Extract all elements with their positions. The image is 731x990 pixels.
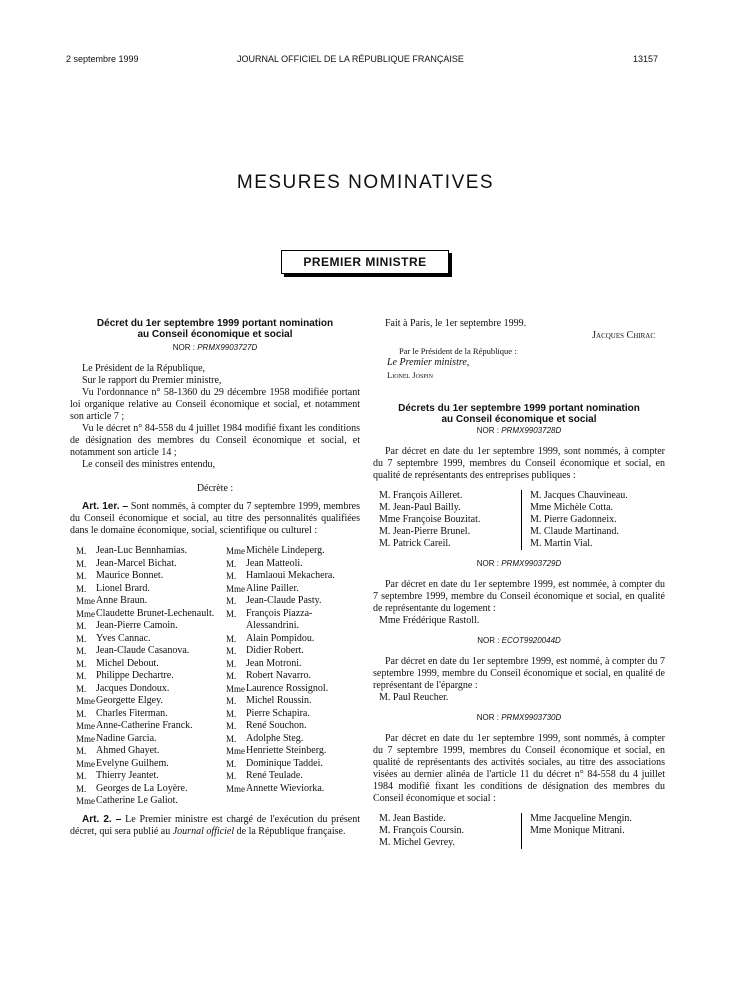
appointee-name: Anne Braun.: [96, 595, 148, 606]
appointee-name: Aline Pailler.: [246, 582, 299, 594]
appointee-name: Claudette Brunet-Lechenault.: [96, 607, 215, 619]
appointee-row: [226, 645, 360, 658]
appointee-row: [76, 658, 222, 671]
appointee-name: Anne-Catherine Franck.: [96, 720, 193, 731]
appointee-row: [76, 545, 222, 558]
nor-reference: [373, 635, 665, 646]
decree-title: [70, 318, 360, 340]
appointee-name: Jean-Claude Casanova.: [96, 645, 190, 656]
appointee-row: [226, 695, 360, 708]
appointee-title: M.: [76, 558, 87, 569]
nor-code: ECOT9920044D: [501, 636, 561, 645]
article-2-italic: Journal officiel: [172, 825, 235, 837]
appointee-name: Ahmed Ghayet.: [96, 745, 160, 756]
decrees-title-line-2: au Conseil économique et social: [441, 414, 597, 425]
appointee-title: M.: [76, 658, 87, 669]
appointee-title: M.: [226, 721, 237, 731]
nor-reference: [373, 712, 665, 723]
appointee-entry: Mme Michèle Cotta.: [530, 502, 614, 513]
appointee-row: [76, 795, 222, 808]
header-page-number: 13157: [633, 54, 659, 64]
appointee-row: [226, 595, 360, 608]
appointee-title: M.: [76, 633, 87, 644]
appointee-row: [226, 745, 360, 758]
nor-code: PRMX9903727D: [197, 343, 258, 352]
nor-code: PRMX9903730D: [501, 713, 562, 722]
appointee-name: René Souchon.: [246, 720, 307, 731]
appointee-name: Michel Roussin.: [246, 695, 312, 706]
appointee-name: Thierry Jeantet.: [96, 770, 159, 781]
preamble-paragraph: Le Président de la République,: [82, 363, 206, 374]
appointee-name: Hamlaoui Mekachera.: [246, 570, 335, 581]
appointee-name: Yves Cannac.: [96, 632, 151, 644]
appointee-row: [226, 545, 360, 558]
appointee-name: Jean-Pierre Camoin.: [96, 620, 178, 631]
appointee-entry: M. Martin Vial.: [530, 538, 593, 549]
appointee-row: [76, 720, 222, 733]
countersign-title: Le Premier ministre,: [387, 357, 470, 368]
appointee-name: Jean-Claude Pasty.: [246, 595, 322, 606]
appointee-title: M.: [76, 621, 87, 631]
appointee-title: M.: [226, 558, 237, 569]
appointee-title: M.: [226, 633, 237, 644]
header-journal-title: JOURNAL OFFICIEL DE LA RÉPUBLIQUE FRANÇAISE: [237, 54, 464, 64]
appointee-row: [226, 783, 360, 796]
nor-label: NOR :: [476, 426, 499, 435]
appointee-title: Mme: [76, 696, 95, 706]
decrees-title-line-1: Décrets du 1er septembre 1999 portant nomination: [398, 403, 640, 414]
appointee-entry: M. Jean-Paul Bailly.: [379, 502, 461, 513]
appointee-name: Nadine Garcia.: [96, 732, 157, 744]
appointee-name: Georgette Elgey.: [96, 695, 163, 706]
nor-label: NOR :: [477, 636, 500, 645]
appointee-title: Mme: [76, 758, 95, 769]
article-2-text: Le Premier ministre est chargé de l'exécution du présent décret, qui sera publié au: [70, 813, 361, 837]
appointee-row: [226, 770, 360, 783]
appointee-entry: M. Michel Gevrey.: [379, 837, 455, 848]
appointee-entry: M. Jacques Chauvineau.: [530, 490, 628, 501]
appointee-name: Jean-Luc Bennhamias.: [96, 545, 188, 556]
appointee-title: Mme: [226, 583, 245, 594]
header-date: 2 septembre 1999: [66, 54, 139, 64]
appointee-row: [226, 558, 360, 571]
article-1-text: Sont nommés, à compter du 7 septembre 1999, membres du Conseil économique et social, au titre des personnalités qualifiées dans le domaine économique, social, scientifique ou culturel :: [70, 501, 360, 536]
appointee-name: Didier Robert.: [246, 645, 304, 656]
appointee-entry: M. François Ailleret.: [379, 490, 463, 501]
appointee-name: Henriette Steinberg.: [246, 745, 327, 756]
appointee-name: Michèle Lindeperg.: [246, 545, 325, 556]
appointee-row: [76, 783, 222, 796]
appointees-column-2: [222, 545, 360, 808]
nor-reference: [373, 558, 665, 569]
appointee-entry: M. Claude Martinand.: [530, 526, 619, 537]
appointee-entry: Mme Monique Mitrani.: [530, 825, 625, 836]
appointee-row: [76, 758, 222, 771]
appointee-entry: M. Paul Reucher.: [379, 692, 449, 703]
appointee-name: Pierre Schapira.: [246, 707, 310, 719]
appointee-title: M.: [226, 671, 237, 681]
appointee-title: Mme: [76, 608, 95, 619]
nor-code: PRMX9903729D: [501, 559, 562, 568]
appointee-title: M.: [76, 546, 87, 556]
appointee-title: Mme: [76, 796, 95, 806]
left-column: [70, 318, 360, 838]
appointee-name: René Teulade.: [246, 770, 303, 781]
appointee-row: [76, 620, 222, 633]
nor-label: NOR :: [476, 713, 499, 722]
appointee-row: [226, 658, 360, 671]
appointees-column-2: [522, 813, 665, 849]
appointees-list: [373, 490, 665, 550]
decree-paragraph: Par décret en date du 1er septembre 1999, sont nommés, à compter du 7 septembre 1999, membres du Conseil économique et social, en qualité de représentants des activités sociales, au titre des associations visées au dernier alinéa de l'article 11 du décret n° 84-558 du 4 juillet 1984 modifié fixant les conditions de désignation des membres du Conseil économique et social :: [373, 733, 665, 804]
appointee-name: Catherine Le Galiot.: [96, 795, 178, 806]
decree-title-line-1: Décret du 1er septembre 1999 portant nomination: [96, 318, 334, 329]
appointee-row: [226, 583, 360, 596]
appointee-name: Robert Navarro.: [246, 670, 311, 681]
appointee-row: [76, 570, 222, 583]
appointee-title: M.: [226, 596, 237, 606]
appointee-row: [226, 720, 360, 733]
decree-preamble: [70, 363, 360, 471]
appointee-title: M.: [76, 746, 87, 756]
article-1-label: Art. 1er. –: [82, 501, 129, 512]
decree-paragraph: Par décret en date du 1er septembre 1999, est nommée, à compter du 7 septembre 1999, membre du Conseil économique et social, en qualité de représentante du logement :: [373, 579, 665, 614]
nor-code: PRMX9903728D: [501, 426, 562, 435]
appointee-entry: M. Pierre Gadonneix.: [530, 514, 617, 525]
appointee-entry: M. Patrick Careil.: [379, 538, 451, 549]
appointee-title: M.: [226, 771, 237, 781]
appointee-row: [76, 745, 222, 758]
appointee-row: [226, 708, 360, 721]
appointee-title: M.: [226, 733, 237, 744]
decrete-line: Décrète :: [196, 483, 234, 494]
appointee-title: M.: [76, 646, 87, 656]
appointee-name: Evelyne Guilhem.: [96, 757, 169, 769]
appointee-name: Laurence Rossignol.: [246, 682, 329, 694]
appointee-title: Mme: [226, 546, 245, 556]
section-heading: PREMIER MINISTRE: [281, 250, 449, 274]
appointee-name: Michel Debout.: [96, 657, 159, 669]
appointee-title: Mme: [76, 733, 95, 744]
nor-label: NOR :: [476, 559, 499, 568]
article-2-text-end: de la République française.: [236, 825, 346, 837]
nor-reference: [373, 425, 665, 436]
appointees-list: [70, 545, 360, 808]
preamble-paragraph: Sur le rapport du Premier ministre,: [82, 375, 222, 386]
nor-reference: [70, 342, 360, 353]
decree-blocks: [373, 425, 665, 849]
appointee-name: Jean Matteoli.: [246, 557, 303, 569]
appointee-name: Philippe Dechartre.: [96, 670, 174, 681]
countersign-name: Lionel Jospin: [387, 370, 433, 380]
appointee-title: M.: [76, 708, 87, 719]
appointees-column-1: [373, 490, 522, 550]
appointee-title: M.: [76, 683, 87, 694]
appointee-name: Alain Pompidou.: [246, 632, 315, 644]
appointee-entry: Mme Françoise Bouzitat.: [379, 514, 481, 525]
appointee-row: [76, 708, 222, 721]
appointee-title: M.: [226, 696, 237, 706]
signature-place-date: Fait à Paris, le 1er septembre 1999.: [385, 318, 527, 329]
appointee-title: Mme: [76, 596, 95, 606]
decree-paragraph: Par décret en date du 1er septembre 1999, est nommé, à compter du 7 septembre 1999, membre du Conseil économique et social, en qualité de représentant de l'épargne :: [373, 656, 665, 691]
appointee-name: Maurice Bonnet.: [96, 570, 164, 581]
appointee-name: Jacques Dondoux.: [96, 682, 170, 694]
article-2-label: Art. 2. –: [82, 813, 122, 825]
signatory-name: Jacques Chirac: [592, 330, 655, 341]
appointee-title: Mme: [226, 683, 245, 694]
appointee-entry: M. Jean Bastide.: [379, 813, 446, 824]
decree-paragraph: Par décret en date du 1er septembre 1999, sont nommés, à compter du 7 septembre 1999, membres du Conseil économique et social, en qualité de représentants des entreprises publiques :: [373, 446, 665, 481]
appointee-name: Jean Motroni.: [246, 657, 302, 669]
appointee-title: M.: [226, 608, 237, 619]
appointee-entry: M. Jean-Pierre Brunel.: [379, 526, 471, 537]
appointee-title: M.: [226, 658, 237, 669]
appointee-name: Adolphe Steg.: [246, 732, 304, 744]
article-2: [70, 814, 360, 838]
appointee-name: Dominique Taddei.: [246, 757, 323, 769]
appointee-title: M.: [76, 671, 87, 681]
appointee-name: Annette Wieviorka.: [246, 782, 325, 794]
appointee-title: M.: [226, 571, 237, 581]
page-title: MESURES NOMINATIVES: [236, 172, 495, 193]
appointee-row: [226, 758, 360, 771]
appointee-entry: Mme Jacqueline Mengin.: [530, 813, 632, 824]
appointee-row: [226, 608, 360, 633]
appointees-column-1: [70, 545, 222, 808]
article-1: [70, 501, 360, 537]
appointee-title: M.: [76, 771, 87, 781]
appointee-entry: Mme Frédérique Rastoll.: [379, 615, 480, 626]
appointee-row: [76, 695, 222, 708]
appointee-row: [76, 770, 222, 783]
appointees-column-1: [373, 813, 522, 849]
appointee-row: [76, 583, 222, 596]
appointee-name: Charles Fiterman.: [96, 707, 168, 719]
appointee-title: Mme: [226, 746, 245, 756]
appointee-title: M.: [76, 783, 87, 794]
preamble-paragraph: Vu le décret n° 84-558 du 4 juillet 1984 modifié fixant les conditions de désignation des membres du Conseil économique et social, et notamment son article 14 ;: [70, 423, 360, 458]
preamble-paragraph: Vu l'ordonnance n° 58-1360 du 29 décembre 1958 modifiée portant loi organique relative au Conseil économique et social, et notamment son article 7 ;: [70, 387, 360, 422]
appointee-title: M.: [76, 583, 87, 594]
appointee-row: [226, 570, 360, 583]
appointee-entry: M. François Coursin.: [379, 825, 464, 836]
appointee-row: [76, 558, 222, 571]
appointee-name: Lionel Brard.: [96, 582, 150, 594]
appointee-title: Mme: [226, 783, 245, 794]
appointee-row: [226, 633, 360, 646]
appointee-title: M.: [226, 708, 237, 719]
appointee-title: M.: [226, 758, 237, 769]
preamble-paragraph: Le conseil des ministres entendu,: [82, 459, 216, 470]
right-column: [373, 318, 665, 855]
appointee-row: [76, 608, 222, 621]
appointee-row: [76, 733, 222, 746]
appointee-row: [226, 733, 360, 746]
appointee-row: [226, 683, 360, 696]
nor-label: NOR :: [172, 343, 195, 352]
appointee-name: François Piazza-Alessandrini.: [246, 607, 313, 631]
appointee-name: Georges de La Loyère.: [96, 782, 188, 794]
appointee-row: [226, 670, 360, 683]
appointee-title: M.: [226, 646, 237, 656]
appointee-row: [76, 645, 222, 658]
appointees-list: [373, 813, 665, 849]
appointee-row: [76, 670, 222, 683]
appointee-title: Mme: [76, 721, 95, 731]
appointee-row: [76, 683, 222, 696]
appointees-column-2: [522, 490, 665, 550]
decree-title-line-2: au Conseil économique et social: [137, 329, 293, 340]
appointee-name: Jean-Marcel Bichat.: [96, 557, 177, 569]
appointee-row: [76, 595, 222, 608]
appointee-title: M.: [76, 571, 87, 581]
countersign-intro: Par le Président de la République :: [399, 346, 517, 356]
decrees-title: [373, 403, 665, 425]
appointee-row: [76, 633, 222, 646]
